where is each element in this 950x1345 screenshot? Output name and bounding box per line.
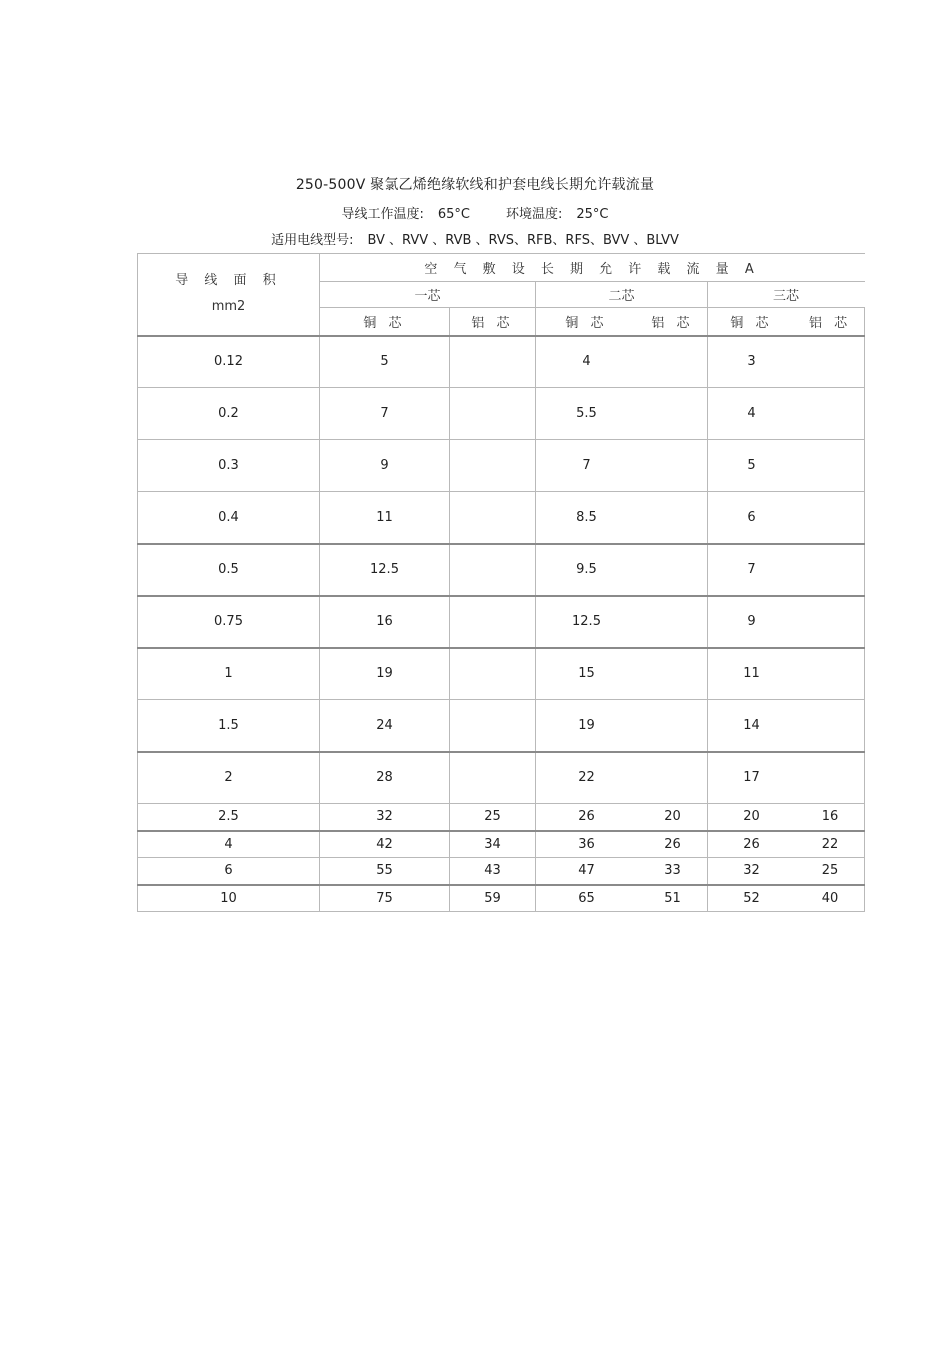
three-core-aluminum-cell: [796, 388, 865, 440]
area-cell: 1: [138, 648, 320, 700]
two-core-aluminum-cell: [638, 544, 708, 596]
area-cell: 6: [138, 858, 320, 885]
two-core-copper-cell: 9.5: [536, 544, 638, 596]
three-core-copper-cell: 3: [708, 336, 796, 388]
two-core-copper-cell: 47: [536, 858, 638, 885]
three-core-aluminum-cell: [796, 596, 865, 648]
two-core-aluminum-cell: [638, 388, 708, 440]
table-row: [138, 700, 865, 752]
three-core-aluminum-cell: 25: [796, 858, 865, 885]
two-core-copper-cell: 15: [536, 648, 638, 700]
three-core-copper-cell: 4: [708, 388, 796, 440]
three-core-aluminum-cell: [796, 336, 865, 388]
area-cell: 0.2: [138, 388, 320, 440]
three-core-aluminum-cell: [796, 544, 865, 596]
three-core-aluminum-cell: [796, 700, 865, 752]
work-temp-value: 65°C: [437, 207, 470, 222]
two-core-aluminum-cell: [638, 752, 708, 804]
one-core-aluminum-cell: 43: [450, 858, 536, 885]
area-cell: 0.75: [138, 596, 320, 648]
two-core-copper-cell: 65: [536, 885, 638, 912]
one-core-copper-cell: 16: [320, 596, 450, 648]
area-cell: 10: [138, 885, 320, 912]
two-core-copper-cell: 12.5: [536, 596, 638, 648]
one-core-aluminum-cell: [450, 440, 536, 492]
two-core-copper-cell: 26: [536, 804, 638, 831]
three-core-aluminum-cell: [796, 440, 865, 492]
three-core-copper-cell: 20: [708, 804, 796, 831]
two-core-copper-cell: 8.5: [536, 492, 638, 544]
one-core-copper-cell: 32: [320, 804, 450, 831]
one-core-aluminum-cell: 34: [450, 831, 536, 858]
table-row: [138, 596, 865, 648]
one-core-aluminum-cell: [450, 492, 536, 544]
three-core-copper-cell: 5: [708, 440, 796, 492]
three-core-copper-cell: 26: [708, 831, 796, 858]
three-core-copper-cell: 9: [708, 596, 796, 648]
one-core-copper-cell: 24: [320, 700, 450, 752]
area-cell: 0.4: [138, 492, 320, 544]
one-core-copper-cell: 28: [320, 752, 450, 804]
three-core-aluminum-cell: 22: [796, 831, 865, 858]
table-row: [138, 440, 865, 492]
three-core-copper-cell: 52: [708, 885, 796, 912]
one-core-copper-cell: 55: [320, 858, 450, 885]
material-header: 铜 芯: [320, 308, 450, 336]
three-core-copper-cell: 32: [708, 858, 796, 885]
core-header-three: 三芯: [708, 282, 865, 308]
one-core-copper-cell: 7: [320, 388, 450, 440]
three-core-copper-cell: 14: [708, 700, 796, 752]
current-header: [320, 254, 865, 282]
table-row: [138, 492, 865, 544]
models-label: 适用电线型号:: [271, 233, 354, 248]
two-core-copper-cell: 19: [536, 700, 638, 752]
three-core-aluminum-cell: 40: [796, 885, 865, 912]
table-row: [138, 885, 865, 912]
ampacity-table: [137, 253, 865, 912]
ambient-temp-label: 环境温度:: [506, 207, 563, 222]
area-cell: 0.5: [138, 544, 320, 596]
applicable-models: [0, 229, 950, 248]
area-cell: 1.5: [138, 700, 320, 752]
area-header: [138, 254, 320, 336]
table-row: [138, 804, 865, 831]
three-core-copper-cell: 7: [708, 544, 796, 596]
one-core-copper-cell: 75: [320, 885, 450, 912]
models-value: BV 、RVV 、RVB 、RVS、RFB、RFS、BVV 、BLVV: [367, 233, 679, 248]
one-core-aluminum-cell: [450, 388, 536, 440]
three-core-copper-cell: 11: [708, 648, 796, 700]
temperature-conditions: [0, 203, 950, 222]
one-core-aluminum-cell: 59: [450, 885, 536, 912]
work-temp-label: 导线工作温度:: [341, 207, 424, 222]
one-core-aluminum-cell: [450, 648, 536, 700]
area-cell: 0.3: [138, 440, 320, 492]
area-cell: 4: [138, 831, 320, 858]
one-core-copper-cell: 19: [320, 648, 450, 700]
one-core-aluminum-cell: [450, 336, 536, 388]
one-core-copper-cell: 5: [320, 336, 450, 388]
two-core-aluminum-cell: [638, 492, 708, 544]
two-core-copper-cell: 36: [536, 831, 638, 858]
table-row: [138, 544, 865, 596]
area-cell: 2: [138, 752, 320, 804]
material-header: 铝 芯: [796, 308, 865, 336]
table-row: [138, 831, 865, 858]
one-core-aluminum-cell: [450, 752, 536, 804]
three-core-aluminum-cell: [796, 752, 865, 804]
three-core-copper-cell: 17: [708, 752, 796, 804]
core-header-two: 二芯: [536, 282, 708, 308]
page-title: 250-500V 聚氯乙烯绝缘软线和护套电线长期允许载流量: [295, 177, 655, 193]
two-core-copper-cell: 7: [536, 440, 638, 492]
two-core-aluminum-cell: [638, 596, 708, 648]
one-core-aluminum-cell: [450, 544, 536, 596]
material-header: 铝 芯: [450, 308, 536, 336]
two-core-aluminum-cell: 26: [638, 831, 708, 858]
one-core-copper-cell: 12.5: [320, 544, 450, 596]
one-core-aluminum-cell: [450, 596, 536, 648]
three-core-copper-cell: 6: [708, 492, 796, 544]
two-core-aluminum-cell: [638, 336, 708, 388]
table-row: [138, 388, 865, 440]
table-row: [138, 752, 865, 804]
table-row: [138, 648, 865, 700]
one-core-aluminum-cell: 25: [450, 804, 536, 831]
material-header: 铜 芯: [536, 308, 638, 336]
two-core-aluminum-cell: 33: [638, 858, 708, 885]
two-core-aluminum-cell: 20: [638, 804, 708, 831]
one-core-copper-cell: 11: [320, 492, 450, 544]
area-header-unit: mm2: [211, 299, 246, 315]
ambient-temp-value: 25°C: [576, 207, 609, 222]
one-core-aluminum-cell: [450, 700, 536, 752]
two-core-aluminum-cell: [638, 700, 708, 752]
one-core-copper-cell: 9: [320, 440, 450, 492]
two-core-aluminum-cell: 51: [638, 885, 708, 912]
current-header-label: 空 气 敷 设 长 期 允 许 载 流 量 A: [424, 262, 760, 277]
two-core-copper-cell: 4: [536, 336, 638, 388]
two-core-aluminum-cell: [638, 440, 708, 492]
three-core-aluminum-cell: 16: [796, 804, 865, 831]
table-row: [138, 336, 865, 388]
two-core-aluminum-cell: [638, 648, 708, 700]
two-core-copper-cell: 22: [536, 752, 638, 804]
area-cell: 0.12: [138, 336, 320, 388]
two-core-copper-cell: 5.5: [536, 388, 638, 440]
material-header: 铜 芯: [708, 308, 796, 336]
table-row: [138, 858, 865, 885]
core-header-one: 一芯: [320, 282, 536, 308]
one-core-copper-cell: 42: [320, 831, 450, 858]
area-header-title: 导 线 面 积: [175, 273, 282, 289]
material-header: 铝 芯: [638, 308, 708, 336]
three-core-aluminum-cell: [796, 648, 865, 700]
area-cell: 2.5: [138, 804, 320, 831]
three-core-aluminum-cell: [796, 492, 865, 544]
